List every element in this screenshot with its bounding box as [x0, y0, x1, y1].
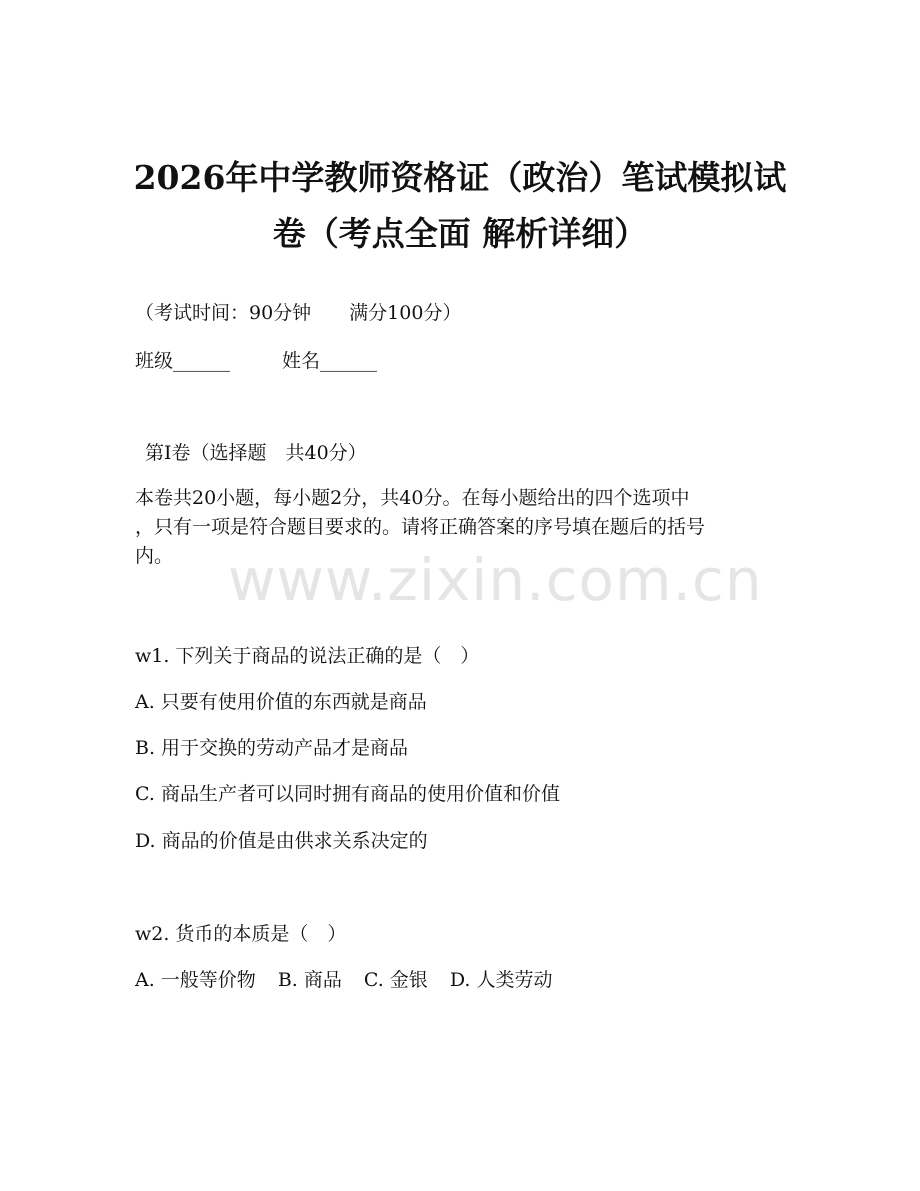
- question-1-stem: w1. 下列关于商品的说法正确的是（ ）: [135, 645, 480, 667]
- question-2-options: [135, 966, 574, 994]
- class-field: 班级______: [135, 350, 231, 372]
- question-2-stem: w2. 货币的本质是（ ）: [135, 923, 347, 945]
- instructions: [135, 484, 785, 571]
- question-1-option-c: C. 商品生产者可以同时拥有商品的使用价值和价值: [135, 783, 560, 805]
- instructions-line: ，只有一项是符合题目要求的。请将正确答案的序号填在题后的括号: [135, 516, 706, 538]
- question-2-option-b: B. 商品: [277, 969, 342, 991]
- page-title: [120, 150, 800, 262]
- section-title: 第Ⅰ卷（选择题 共40分）: [145, 442, 367, 464]
- title-line-2: 卷（考点全面 解析详细）: [272, 214, 648, 253]
- instructions-line: 本卷共20小题，每小题2分，共40分。在每小题给出的四个选项中: [135, 487, 690, 509]
- name-field: 姓名______: [282, 350, 378, 372]
- question-1-option-a: A. 只要有使用价值的东西就是商品: [135, 691, 427, 713]
- student-info-line: [135, 347, 377, 375]
- title-line-1: 2026年中学教师资格证（政治）笔试模拟试: [133, 158, 787, 197]
- question-2-option-a: A. 一般等价物: [135, 969, 256, 991]
- question-2-option-c: C. 金银: [363, 969, 428, 991]
- instructions-line: 内。: [135, 545, 174, 567]
- watermark: www.zixin.com.cn: [228, 546, 763, 614]
- question-1-option-d: D. 商品的价值是由供求关系决定的: [135, 830, 428, 852]
- exam-info: （考试时间：90分钟 满分100分）: [135, 302, 462, 324]
- question-2-option-d: D. 人类劳动: [449, 969, 553, 991]
- question-1-option-b: B. 用于交换的劳动产品才是商品: [135, 737, 409, 759]
